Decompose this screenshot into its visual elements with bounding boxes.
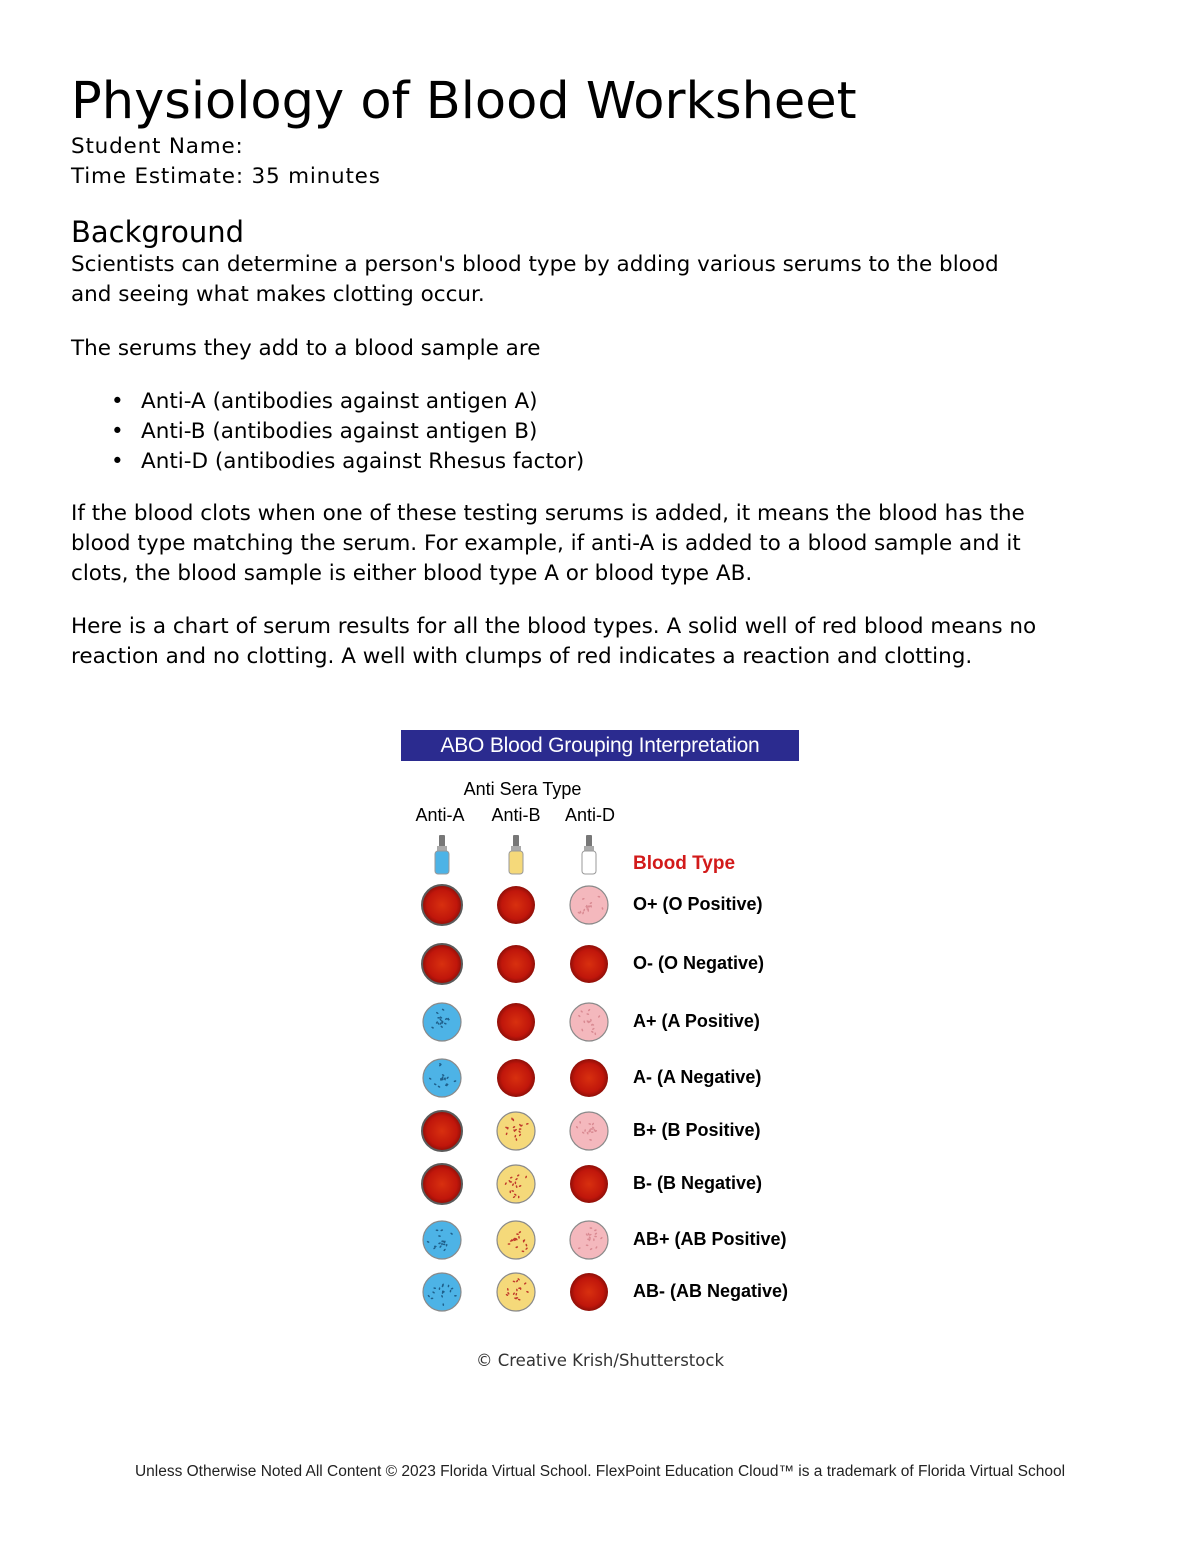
well-anti-d-row-6 (570, 1165, 608, 1203)
clot-line-1: If the blood clots when one of these testing serums is added, it means the blood has the (71, 501, 1025, 526)
well-anti-b-row-5 (497, 1112, 535, 1150)
column-header-anti-d: Anti-D (564, 805, 615, 825)
blood-type-label: O- (O Negative) (633, 953, 765, 973)
image-credit: © Creative Krish/Shutterstock (475, 1351, 724, 1370)
chart-title: ABO Blood Grouping Interpretation (401, 730, 799, 761)
well-anti-d-row-4 (570, 1059, 608, 1097)
background-heading: Background (71, 215, 245, 249)
well-anti-b-row-4 (497, 1059, 535, 1097)
chart-intro-line-1: Here is a chart of serum results for all the blood types. A solid well of red blood means no (71, 614, 1037, 639)
column-header-anti-a: Anti-A (415, 805, 465, 825)
well-anti-b-row-6 (497, 1165, 535, 1203)
well-anti-b-row-3 (497, 1003, 535, 1041)
worksheet-page (71, 72, 1141, 672)
blood-type-label: AB- (AB Negative) (633, 1281, 789, 1301)
well-anti-d-row-3 (570, 1003, 608, 1041)
well-anti-b-row-7 (497, 1221, 535, 1259)
well-anti-d-row-2 (570, 945, 608, 983)
column-header-anti-b: Anti-B (491, 805, 541, 825)
bullet-icon: • (111, 449, 124, 474)
serum-list-item: • Anti-B (antibodies against antigen B) (141, 417, 1141, 447)
well-anti-d-row-7 (570, 1221, 608, 1259)
serum-list (71, 387, 1141, 477)
blood-type-label: O+ (O Positive) (633, 894, 763, 914)
well-anti-a-row-7 (423, 1221, 461, 1259)
well-anti-a-row-5 (422, 1111, 462, 1151)
clot-line-3: clots, the blood sample is either blood type A or blood type AB. (71, 561, 753, 586)
well-anti-b-row-2 (497, 945, 535, 983)
page-title: Physiology of Blood Worksheet (71, 72, 857, 131)
dropper-bottle-anti-a (435, 835, 449, 874)
well-anti-a-row-3 (423, 1003, 461, 1041)
well-anti-d-row-1 (570, 886, 608, 924)
serum-list-item: • Anti-A (antibodies against antigen A) (141, 387, 1141, 417)
well-anti-a-row-6 (422, 1164, 462, 1204)
blood-type-label: B- (B Negative) (633, 1173, 763, 1193)
dropper-bottle-anti-b (509, 835, 523, 874)
well-anti-a-row-4 (423, 1059, 461, 1097)
well-anti-b-row-8 (497, 1273, 535, 1311)
blood-type-label: A- (A Negative) (633, 1067, 762, 1087)
serum-list-item: • Anti-D (antibodies against Rhesus factor) (141, 447, 1141, 477)
chart-intro-line-2: reaction and no clotting. A well with clumps of red indicates a reaction and clotting. (71, 644, 973, 669)
well-anti-b-row-1 (497, 886, 535, 924)
well-anti-a-row-8 (423, 1273, 461, 1311)
well-anti-a-row-2 (422, 944, 462, 984)
well-anti-a-row-1 (422, 885, 462, 925)
intro-line-1: Scientists can determine a person's blood type by adding various serums to the blood (71, 252, 999, 277)
intro-line-2: and seeing what makes clotting occur. (71, 282, 485, 307)
serums-intro: The serums they add to a blood sample are (71, 336, 541, 361)
chart-wells (395, 725, 635, 1330)
student-name-label: Student Name: (71, 134, 244, 159)
blood-type-label: B+ (B Positive) (633, 1120, 761, 1140)
blood-type-heading: Blood Type (633, 853, 736, 874)
time-estimate: Time Estimate: 35 minutes (71, 164, 381, 189)
well-anti-d-row-8 (570, 1273, 608, 1311)
bullet-icon: • (111, 389, 124, 414)
abo-chart (395, 725, 815, 1330)
sera-heading: Anti Sera Type (463, 779, 582, 799)
well-anti-d-row-5 (570, 1112, 608, 1150)
blood-type-label: AB+ (AB Positive) (633, 1229, 787, 1249)
footer-copyright: Unless Otherwise Noted All Content © 2023 Florida Virtual School. FlexPoint Education Cloud™ is a trademark of Florida Virtual School (134, 1463, 1066, 1480)
clot-line-2: blood type matching the serum. For example, if anti-A is added to a blood sample and it (71, 531, 1021, 556)
bullet-icon: • (111, 419, 124, 444)
blood-type-label: A+ (A Positive) (633, 1011, 760, 1031)
dropper-bottle-anti-d (582, 835, 596, 874)
